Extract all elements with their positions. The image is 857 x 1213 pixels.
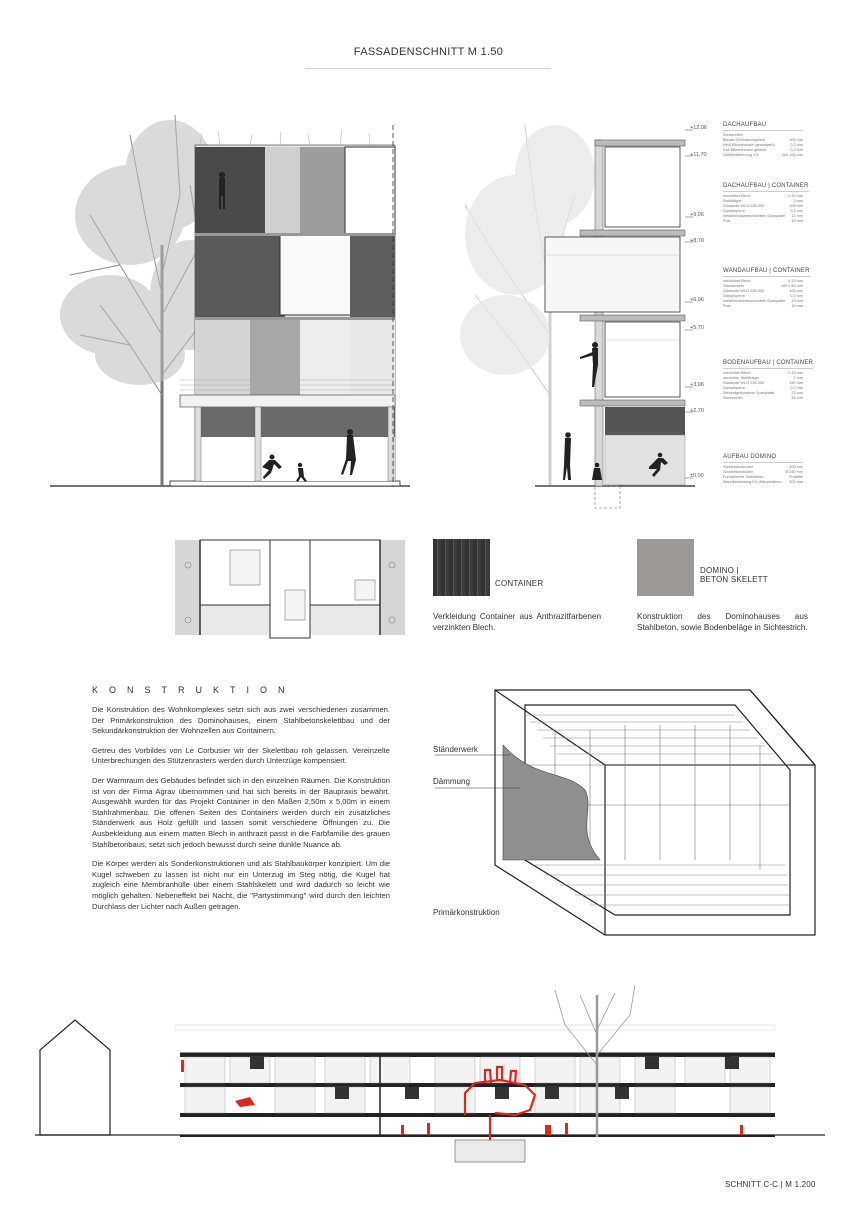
konstruktion-body bbox=[92, 705, 390, 921]
spec-heading: BODENAUFBAU | CONTAINER bbox=[723, 360, 814, 366]
spec-row: Wandbekleidung EG Wärmedämm 300 mm bbox=[723, 480, 803, 484]
spec-row: Fundamente Stahlbeton Frostfrei bbox=[723, 475, 803, 479]
container-swatch bbox=[433, 539, 490, 596]
spec-row: Putz 15 mm bbox=[723, 304, 803, 308]
level-label: +5,70 bbox=[690, 325, 704, 331]
spec-row: verzinktes Blech 0,15 mm bbox=[723, 371, 803, 375]
title-divider bbox=[305, 68, 551, 69]
level-label: +8,70 bbox=[690, 238, 704, 244]
level-label: ±0,00 bbox=[690, 473, 704, 479]
spec-heading: DACHAUFBAU bbox=[723, 122, 767, 128]
spec-row: Ständerwerk 100 x 50 mm bbox=[723, 284, 803, 288]
level-label: +9,06 bbox=[690, 212, 704, 218]
spec-row: Dampfsperre 0,2 mm bbox=[723, 209, 803, 213]
level-label: +12,06 bbox=[690, 125, 707, 131]
spec-block-dachaufbau bbox=[723, 122, 803, 158]
konstruktion-heading: KONSTRUKTION bbox=[92, 685, 296, 695]
section-c-c bbox=[35, 975, 825, 1175]
paragraph: Die Körper werden als Sonderkonstruktionen und als Stahlbaukörper konzipiert. Um die Kugel schweben zu lassen ist nicht nur ein Unterzug im Steg nötig, die Kugel hat zugleich eine Membranhülle über einem Stahlskelett und wird dadurch so leicht wie möglich gehalten. Nebeneffekt bei Nacht, die "Partystimmung" wird durch den leichten Durchlass der Lichter nach Außen getragen. bbox=[92, 859, 390, 911]
iso-label-primaer: Primärkonstruktion bbox=[433, 908, 500, 917]
spec-row: Glaswolle WLG 035-032 130 mm bbox=[723, 381, 803, 385]
facade-section bbox=[455, 95, 695, 515]
spec-heading: WANDAUFBAU | CONTAINER bbox=[723, 268, 810, 274]
level-label: +2,70 bbox=[690, 408, 704, 414]
level-label: +6,06 bbox=[690, 297, 704, 303]
spec-row: Gefälledämmung 2% 200-100 mm bbox=[723, 153, 803, 157]
spec-row: Stahlbetonstützen Ø 240 mm bbox=[723, 470, 803, 474]
spec-block-wandaufbau bbox=[723, 268, 810, 309]
paragraph: Getreu des Vorbildes von Le Corbusier wir der Skelettbau roh gelassen. Vereinzelte Unterbrechungen des Stützenrasters werden durch Unterzüge kompensiert. bbox=[92, 745, 390, 766]
spec-row: melaminharzbeschichtete Spanplatte 13 mm bbox=[723, 214, 803, 218]
page-title: FASSADENSCHNITT M 1.50 bbox=[353, 46, 504, 58]
spec-row: verzinktes Blech 0,15 mm bbox=[723, 279, 803, 283]
spec-row: Sichtestrich 45 mm bbox=[723, 396, 803, 400]
iso-label-staenderwerk: Ständerwerk bbox=[433, 745, 478, 754]
spec-row: Zementgebundene Spanplatte 22 mm bbox=[723, 391, 803, 395]
spec-row: Glaswolle WLG 035-032 100 mm bbox=[723, 289, 803, 293]
facade-elevation bbox=[50, 95, 410, 495]
spec-row: Bauder Gründachsystem 100 mm bbox=[723, 138, 803, 142]
spec-block-domino bbox=[723, 454, 803, 485]
container-label: CONTAINER bbox=[495, 579, 544, 588]
paragraph: Der Warmraum des Gebäudes befindet sich in den einzelnen Räumen. Die Konstruktion ist von der Firma Agrav übernommen und hat sich bereits in der Baupraxis bewährt. Ausgewählt wurden für das Projekt Container in den Maßen 2,50m x 5,00m in einem Stahlrahmenbau. Die offenen Seiten des Containers werden durch ein zusätzliches Ständerwerk aus Holz gefüllt und lassen somit verschiedene Öffnungen zu. Die Ausbekleidung aus einem matten Blech in anthrazit passt in die Farbfamilie des grauen Stahlbetonbaus, setzt sich jedoch bewusst durch seine dunkle Nuance ab. bbox=[92, 775, 390, 849]
spec-row: Kalt Bitumenbahn geklebt 0,2 mm bbox=[723, 148, 803, 152]
domino-swatch bbox=[637, 539, 694, 596]
spec-row: Putz 15 mm bbox=[723, 219, 803, 223]
spec-row: Dampfsperre 0,2 mm bbox=[723, 386, 803, 390]
spec-row: Stahlbetondecken 200 mm bbox=[723, 465, 803, 469]
paragraph: Die Konstruktion des Wohnkomplexes setzt sich aus zwei verschiedenen zusammen. Der Primärkonstruktion des Dominohauses, einem Stahlbetonskelettbau und der Sekundärkonstruktion der Wohnzellen aus Containern. bbox=[92, 705, 390, 736]
spec-row: Glaswolle WLG 035-032 100 mm bbox=[723, 204, 803, 208]
spec-row: Heiß Bitumenbahn geschweißt 0,2 mm bbox=[723, 143, 803, 147]
spec-block-dachaufbau-container bbox=[723, 183, 809, 224]
level-label: +11,70 bbox=[690, 152, 707, 158]
container-description: Verkleidung Container aus Anthrazitfarbenen verzinkten Blech. bbox=[433, 612, 601, 632]
domino-label: DOMINO | BETON SKELETT bbox=[700, 566, 768, 584]
spec-row: verzinkter Stahlträger 2 mm bbox=[723, 376, 803, 380]
spec-row: Stahlträger 2 mm bbox=[723, 199, 803, 203]
iso-label-daemmung: Dämmung bbox=[433, 777, 470, 786]
spec-row: Kiesstreifen bbox=[723, 133, 743, 137]
spec-row: verzinktes Blech 0,15 mm bbox=[723, 194, 803, 198]
domino-description: Konstruktion des Dominohauses aus Stahlbeton, sowie Bodenbeläge in Sichtestrich. bbox=[637, 612, 808, 632]
spec-heading: DACHAUFBAU | CONTAINER bbox=[723, 183, 809, 189]
spec-row: Dampfsperre 0,2 mm bbox=[723, 294, 803, 298]
floor-plan bbox=[170, 535, 410, 640]
level-label: +3,06 bbox=[690, 382, 704, 388]
spec-heading: AUFBAU DOMINO bbox=[723, 454, 777, 460]
section-label: SCHNITT C-C | M 1.200 bbox=[725, 1180, 816, 1189]
spec-row: melaminharzbeschichtete Spanplatte 13 mm bbox=[723, 299, 803, 303]
spec-block-bodenaufbau bbox=[723, 360, 813, 401]
